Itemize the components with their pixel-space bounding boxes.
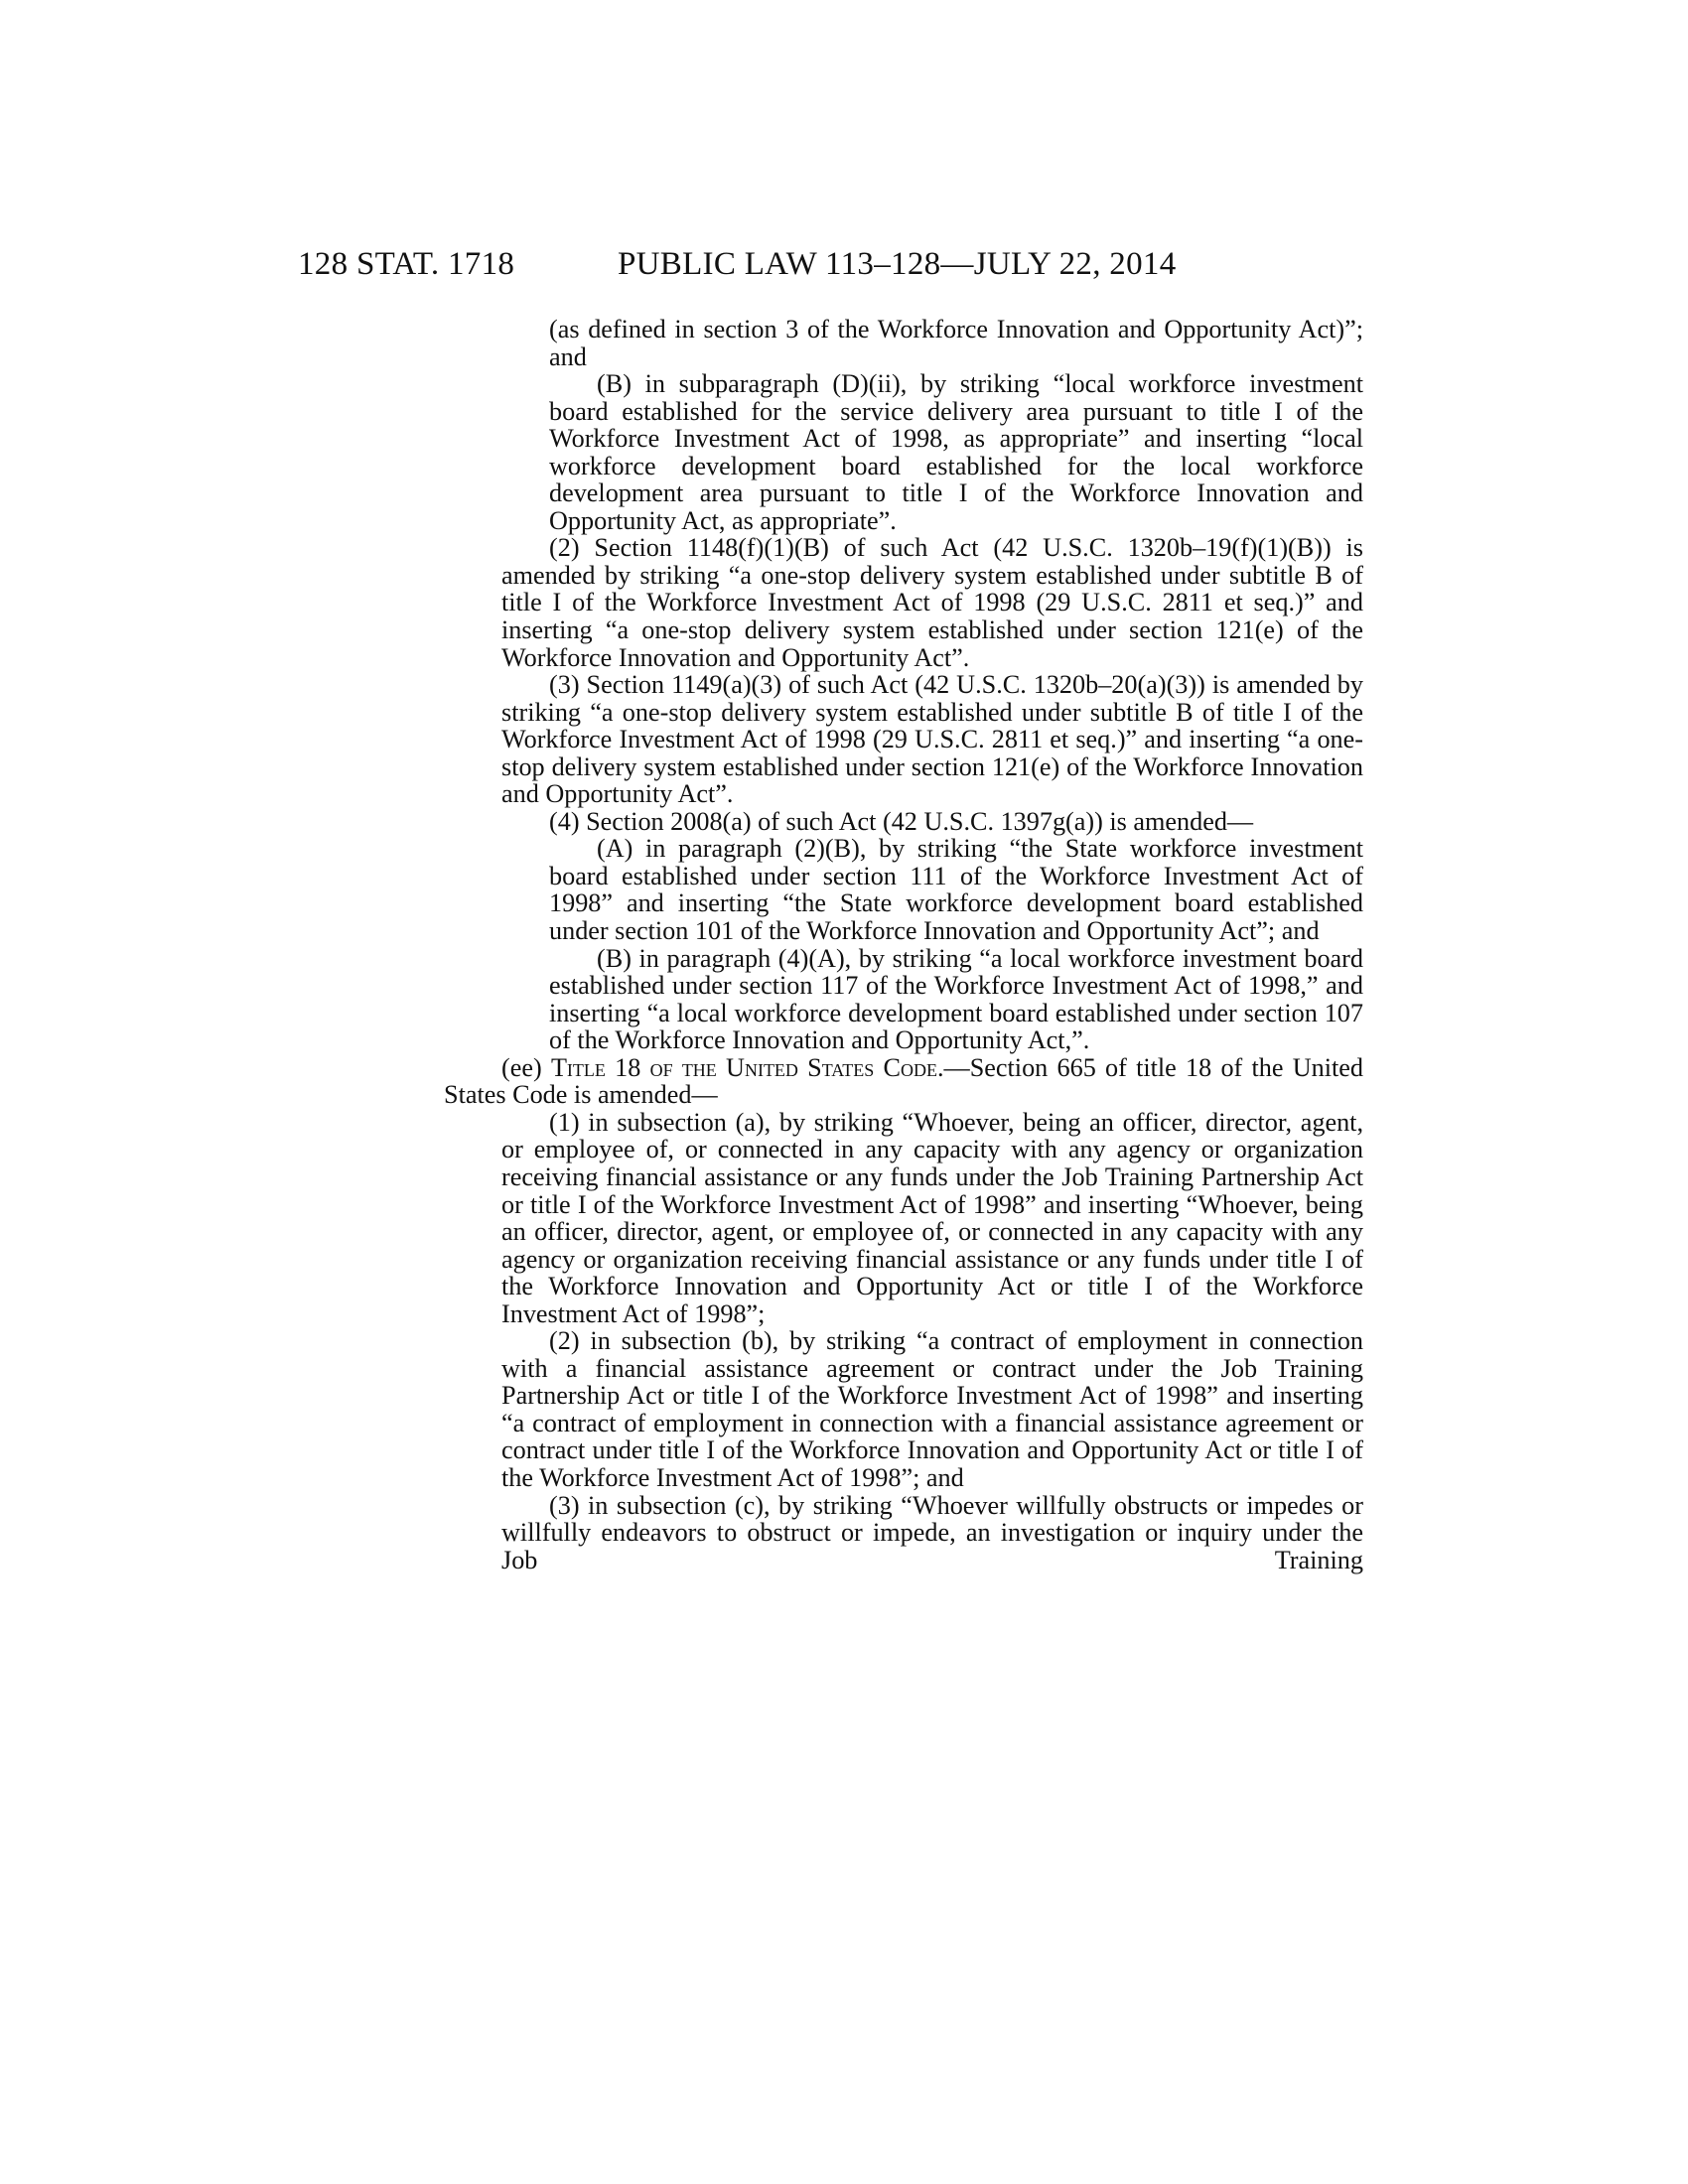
ee-paragraph-2: (2) in subsection (b), by striking “a contract of employment in connection with a financial assistance agreement or contract under the Job Training Partnership Act or title I of the Workforce Investment Act of 1998” and inserting “a contract of employment in connection with a financial assistance agreement or contract under title I of the Workforce Innovation and Opportunity Act or title I of the Workforce Investment Act of 1998”; and: [501, 1326, 1363, 1492]
statute-page-number: 128 STAT. 1718: [298, 246, 515, 282]
subsection-ee-enum: (ee): [501, 1052, 542, 1082]
paragraph-2: (2) Section 1148(f)(1)(B) of such Act (42 U.S.C. 1320b–19(f)(1)(B)) is amended by striking “a one-stop delivery system established under subtitle B of title I of the Workforce Investment Act of 1998 (29 U.S.C. 2811 et seq.)” and inserting “a one-stop delivery system established under section 121(e) of the Workforce Innovation and Opportunity Act”.: [501, 533, 1363, 672]
paragraph-continuation: (as defined in section 3 of the Workforce Innovation and Opportunity Act)”; and: [549, 315, 1363, 371]
subparagraph-b: (B) in subparagraph (D)(ii), by striking “local workforce investment board established for the service delivery area pursuant to title I of the Workforce Investment Act of 1998, as appropriate” and inserting “local workforce development board established for the local workforce development area pursuant to title I of the Workforce Innovation and Opportunity Act, as appropriate”.: [549, 369, 1363, 535]
subparagraph-4-a: (A) in paragraph (2)(B), by striking “the State workforce investment board established under section 111 of the Workforce Investment Act of 1998” and inserting “the State workforce development board established under section 101 of the Workforce Innovation and Opportunity Act”; and: [549, 834, 1363, 946]
subsection-ee-text: .—Section 665 of title 18 of the United States Code is amended—: [444, 1052, 1363, 1110]
page-header: [0, 246, 1688, 288]
paragraph-3: (3) Section 1149(a)(3) of such Act (42 U.S.C. 1320b–20(a)(3)) is amended by striking “a one-stop delivery system established under subtitle B of title I of the Workforce Investment Act of 1998 (29 U.S.C. 2811 et seq.)” and inserting “a one-stop delivery system established under section 121(e) of the Workforce Innovation and Opportunity Act”.: [501, 670, 1363, 809]
ee-paragraph-3: (3) in subsection (c), by striking “Whoever willfully obstructs or impedes or willfully endeavors to obstruct or impede, an investigation or inquiry under the Job Training: [501, 1490, 1363, 1574]
subsection-ee-title: Title 18 of the United States Code: [550, 1052, 937, 1082]
subsection-ee-heading: [444, 1054, 1363, 1109]
subparagraph-4-b: (B) in paragraph (4)(A), by striking “a local workforce investment board established under section 117 of the Workforce Investment Act of 1998,” and inserting “a local workforce development board established under section 107 of the Workforce Innovation and Opportunity Act,”.: [549, 943, 1363, 1055]
ee-paragraph-1: (1) in subsection (a), by striking “Whoever, being an officer, director, agent, or employee of, or connected in any capacity with any agency or organization receiving financial assistance or any funds under the Job Training Partnership Act or title I of the Workforce Investment Act of 1998” and inserting “Whoever, being an officer, director, agent, or employee of, or connected in any capacity with any agency or organization receiving financial assistance or any funds under title I of the Workforce Innovation and Opportunity Act or title I of the Workforce Investment Act of 1998”;: [501, 1107, 1363, 1328]
document-body: [444, 315, 1363, 1574]
paragraph-4: (4) Section 2008(a) of such Act (42 U.S.C. 1397g(a)) is amended—: [549, 806, 1254, 836]
running-title: PUBLIC LAW 113–128—JULY 22, 2014: [618, 246, 1177, 282]
